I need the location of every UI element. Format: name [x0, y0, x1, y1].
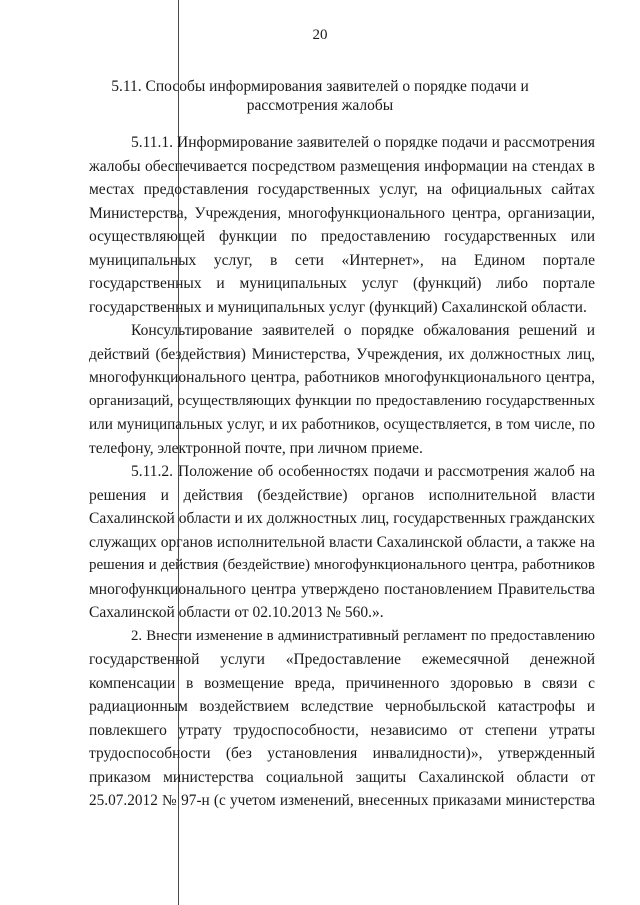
text-line: Сахалинской области и их должностных лиц, государственных гражданских — [89, 510, 595, 527]
text-line: приказом министерства социальной защиты Сахалинской области от — [89, 768, 595, 786]
text-line: 5.11.2. Положение об особенностях подачи и рассмотрения жалоб на — [131, 463, 595, 480]
text-line: решения и действия (бездействие) органов исполнительной власти — [89, 486, 595, 504]
text-line: трудоспособности (без установления инвалидности)», утвержденный — [89, 745, 595, 762]
text-line: организаций, осуществляющих функции по предоставлению государственных — [89, 392, 595, 409]
paragraph-5-11-2 — [89, 460, 595, 625]
text-line: многофункционального центра, работников многофункционального центра, — [89, 369, 595, 386]
text-line: многофункционального центра утверждено постановлением Правительства — [89, 580, 595, 598]
text-line: компенсации в возмещение вреда, причиненного здоровью в связи с — [89, 674, 595, 692]
text-line: 2. Внести изменение в административный регламент по предоставлению — [131, 627, 595, 644]
text-line: телефону, электронной почте, при личном приеме. — [89, 439, 423, 457]
text-line: государственных и муниципальных услуг (функций) Сахалинской области. — [89, 298, 587, 316]
paragraph-5-11-1 — [89, 131, 595, 319]
text-line: Консультирование заявителей о порядке обжалования решений и — [131, 322, 595, 339]
text-line: государственных и муниципальных услуг (функций) либо портале — [89, 275, 595, 292]
text-line: действий (бездействия) Министерства, Учреждения, их должностных лиц, — [89, 345, 595, 363]
section-heading-line-1: 5.11. Способы информирования заявителей о порядке подачи и — [111, 78, 529, 95]
section-heading — [0, 77, 640, 115]
text-line: муниципальных услуг, в сети «Интернет», на Едином портале — [89, 251, 595, 269]
text-line: решения и действия (бездействие) многофункционального центра, работников — [89, 557, 595, 573]
text-line: служащих органов исполнительной власти Сахалинской области, а также на — [89, 533, 595, 551]
text-line: осуществляющей функции по предоставлению государственных или — [89, 228, 595, 245]
text-line: или муниципальных услуг, и их работников, осуществляется, в том числе, по — [89, 416, 595, 433]
document-body — [89, 131, 595, 813]
paragraph-2 — [89, 625, 595, 813]
text-line: Сахалинской области от 02.10.2013 № 560.». — [89, 604, 384, 621]
text-line: 5.11.1. Информирование заявителей о порядке подачи и рассмотрения — [131, 134, 595, 151]
text-line: 25.07.2012 № 97-н (с учетом изменений, внесенных приказами министерства — [89, 792, 595, 809]
text-line: радиационным воздействием вследствие чернобыльской катастрофы и — [89, 698, 595, 715]
section-heading-line-2: рассмотрения жалобы — [246, 97, 394, 114]
paragraph-consultation — [89, 319, 595, 460]
text-line: государственной услуги «Предоставление ежемесячной денежной — [89, 651, 595, 668]
text-line: Министерства, Учреждения, многофункционального центра, организации, — [89, 204, 595, 222]
text-line: местах предоставления государственных услуг, на официальных сайтах — [89, 181, 595, 198]
text-line: жалобы обеспечивается посредством размещения информации на стендах в — [89, 157, 595, 175]
page-number: 20 — [312, 27, 328, 43]
text-line: повлекшего утрату трудоспособности, независимо от степени утраты — [89, 721, 595, 739]
